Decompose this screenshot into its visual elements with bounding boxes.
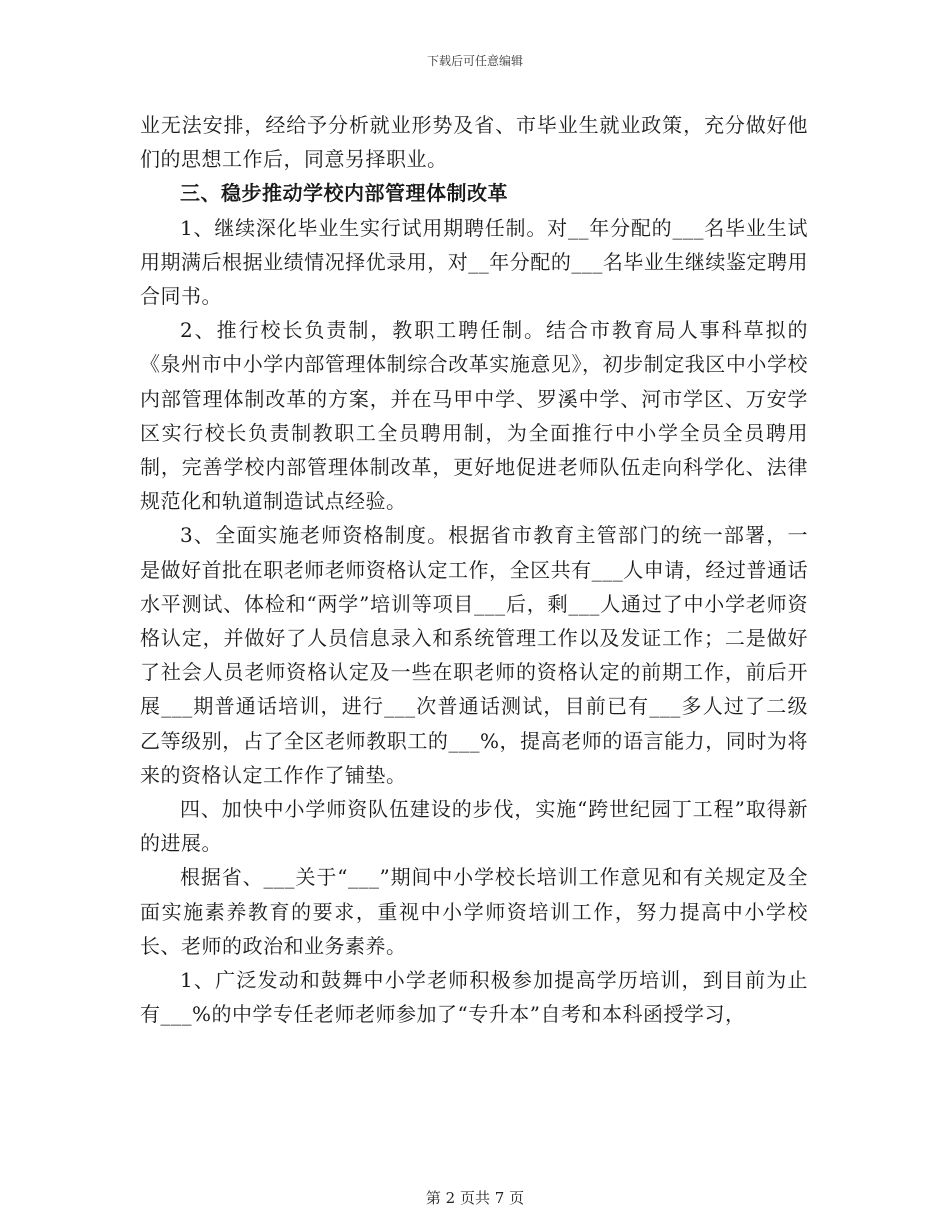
- paragraph: 1、继续深化毕业生实行试用期聘任制。对__年分配的___名毕业生试用期满后根据业绩情况择优录用，对__年分配的___名毕业生继续鉴定聘用合同书。: [140, 215, 808, 309]
- page-header: 下载后可任意编辑: [426, 54, 523, 68]
- section-heading: 三、稳步推动学校内部管理体制改革: [180, 181, 508, 206]
- paragraph: 2、推行校长负责制，教职工聘任制。结合市教育局人事科草拟的《泉州市中小学内部管理体制综合改革实施意见》，初步制定我区中小学校内部管理体制改革的方案，并在马甲中学、罗溪中学、河市学区、万安学区实行校长负责制教职工全员聘用制，为全面推行中小学全员全员聘用制，完善学校内部管理体制改革，更好地促进老师队伍走向科学化、法律规范化和轨道制造试点经验。: [140, 318, 808, 514]
- paragraph-continuation: 业无法安排，经给予分析就业形势及省、市毕业生就业政策，充分做好他们的思想工作后，同意另择职业。: [140, 113, 808, 172]
- paragraph: 根据省、___关于“___”期间中小学校长培训工作意见和有关规定及全面实施素养教育的要求，重视中小学师资培训工作，努力提高中小学校长、老师的政治和业务素养。: [140, 865, 808, 958]
- paragraph: 3、全面实施老师资格制度。根据省市教育主管部门的统一部署，一是做好首批在职老师老师资格认定工作，全区共有___人申请，经过普通话水平测试、体检和“两学”培训等项目___后，剩___人通过了中小学老师资格认定，并做好了人员信息录入和系统管理工作以及发证工作；二是做好了社会人员老师资格认定及一些在职老师的资格认定的前期工作，前后开展___期普通话培训，进行___次普通话测试，目前已有___多人过了二级乙等级别，占了全区老师教职工的___%，提高老师的语言能力，同时为将来的资格认定工作作了铺垫。: [140, 523, 808, 787]
- paragraph: 四、加快中小学师资队伍建设的步伐，实施“跨世纪园丁工程”取得新的进展。: [140, 797, 808, 856]
- document-body: [140, 108, 808, 1031]
- page-footer: 第 2 页共 7 页: [425, 1189, 525, 1207]
- paragraph: 1、广泛发动和鼓舞中小学老师积极参加提高学历培训，到目前为止有___%的中学专任老师老师参加了“专升本”自考和本科函授学习，: [140, 968, 808, 1027]
